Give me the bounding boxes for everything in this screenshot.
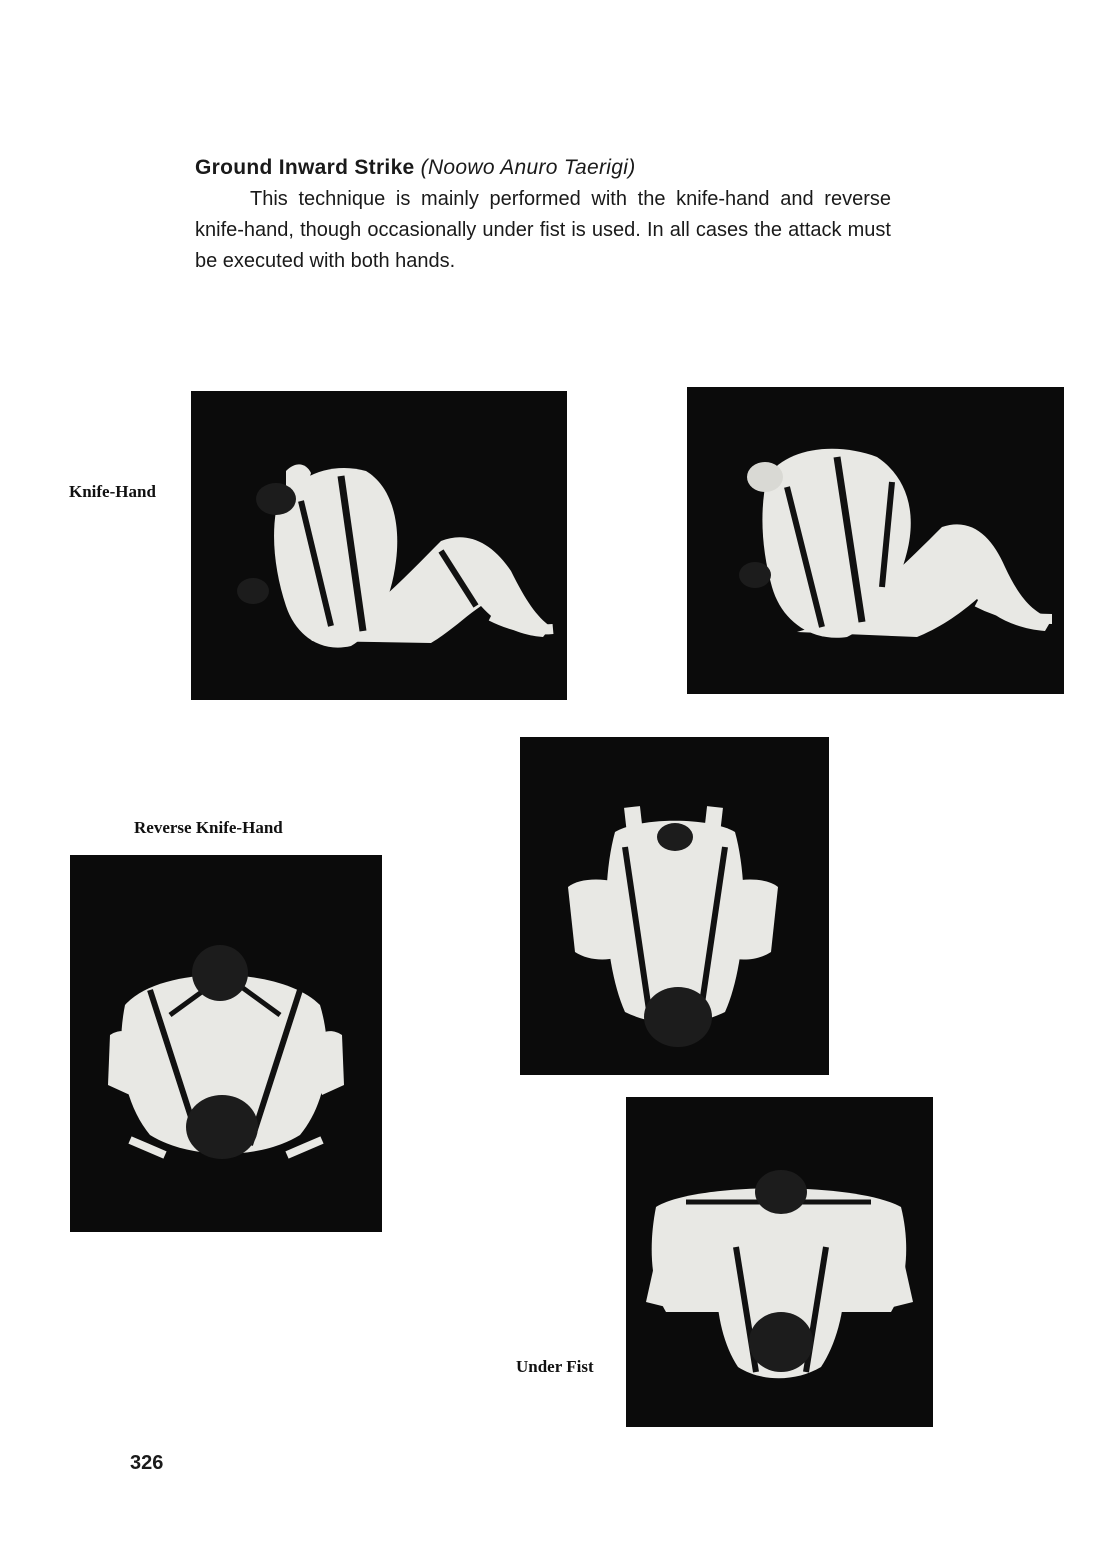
section-title: Ground Inward Strike bbox=[195, 156, 415, 179]
photo-reverse-knife-hand-1 bbox=[520, 737, 829, 1075]
photo-knife-hand-2-image bbox=[687, 387, 1064, 694]
photo-reverse-knife-hand-2-image bbox=[70, 855, 382, 1232]
caption-knife-hand: Knife-Hand bbox=[69, 482, 156, 501]
photo-reverse-knife-hand-2 bbox=[70, 855, 382, 1232]
page-number: 326 bbox=[130, 1452, 164, 1474]
photo-knife-hand-1-image bbox=[191, 391, 567, 700]
photo-under-fist-image bbox=[626, 1097, 933, 1427]
photo-reverse-knife-hand-1-image bbox=[520, 737, 829, 1075]
photo-under-fist bbox=[626, 1097, 933, 1427]
section-subtitle: (Noowo Anuro Taerigi) bbox=[420, 156, 636, 179]
section-heading bbox=[195, 156, 636, 180]
photo-knife-hand-1 bbox=[191, 391, 567, 700]
caption-reverse-knife-hand: Reverse Knife-Hand bbox=[134, 818, 283, 837]
caption-under-fist: Under Fist bbox=[516, 1357, 594, 1376]
section-body: This technique is mainly performed with the knife-hand and reverse knife-hand, though occasionally under fist is used. In all cases the attack must be executed with both hands. bbox=[195, 188, 891, 272]
photo-knife-hand-2 bbox=[687, 387, 1064, 694]
